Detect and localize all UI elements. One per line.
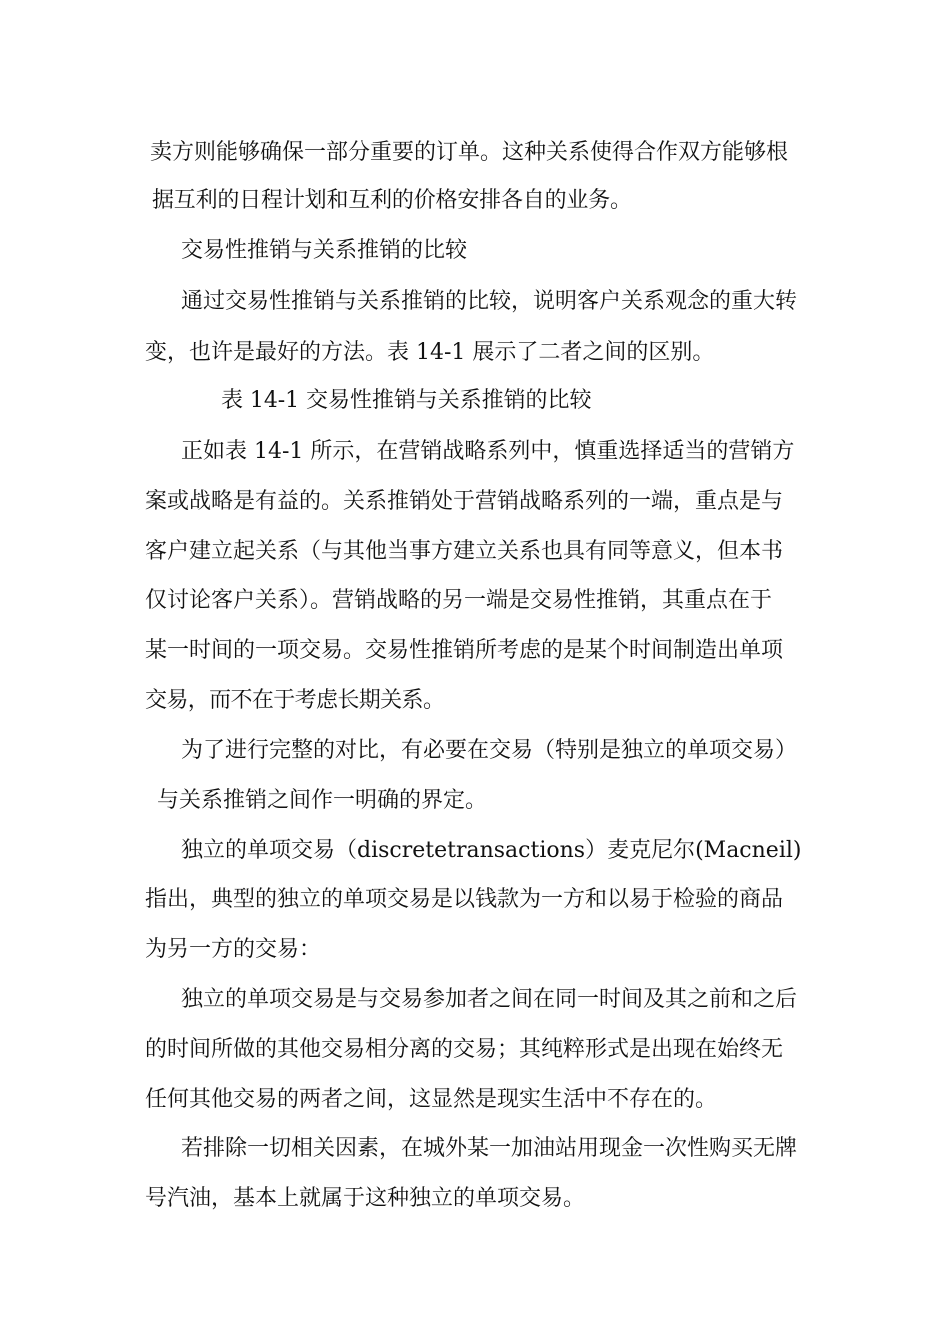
body-text-line: 为另一方的交易： [145,937,322,962]
body-text-line: 为了进行完整的对比，有必要在交易（特别是独立的单项交易） [181,738,798,763]
body-text-line: 案或战略是有益的。关系推销处于营销战略系列的一端，重点是与 [145,489,784,514]
body-text-line: 某一时间的一项交易。交易性推销所考虑的是某个时间制造出单项 [145,638,784,663]
body-text-line: 独立的单项交易是与交易参加者之间在同一时间及其之前和之后 [181,987,798,1012]
body-text-line: 与关系推销之间作一明确的界定。 [157,788,488,813]
body-text-line: 据互利的日程计划和互利的价格安排各自的业务。 [152,188,632,213]
body-text-line: 的时间所做的其他交易相分离的交易；其纯粹形式是出现在始终无 [145,1037,784,1062]
body-text-line: 正如表 14-1 所示，在营销战略系列中，慎重选择适当的营销方 [181,439,795,464]
body-text-line: 客户建立起关系（与其他当事方建立关系也具有同等意义，但本书 [145,539,784,564]
body-text-line: 变，也许是最好的方法。表 14-1 展示了二者之间的区别。 [145,340,715,365]
body-text-line: 任何其他交易的两者之间，这显然是现实生活中不存在的。 [145,1087,718,1112]
body-text-line: 交易，而不在于考虑长期关系。 [145,688,445,713]
body-text-line: 独立的单项交易（discretetransactions）麦克尼尔(Macneil) [181,838,802,863]
body-text-line: 卖方则能够确保一部分重要的订单。这种关系使得合作双方能够根 [150,140,789,165]
section-heading: 交易性推销与关系推销的比较 [181,238,468,263]
body-text-line: 仅讨论客户关系）。营销战略的另一端是交易性推销，其重点在于 [145,588,773,613]
body-text-line: 指出，典型的独立的单项交易是以钱款为一方和以易于检验的商品 [145,887,784,912]
body-text-line: 号汽油，基本上就属于这种独立的单项交易。 [145,1186,586,1211]
body-text-line: 若排除一切相关因素，在城外某一加油站用现金一次性购买无牌 [181,1136,798,1161]
table-caption: 表 14-1 交易性推销与关系推销的比较 [221,388,592,413]
body-text-line: 通过交易性推销与关系推销的比较，说明客户关系观念的重大转 [181,289,798,314]
